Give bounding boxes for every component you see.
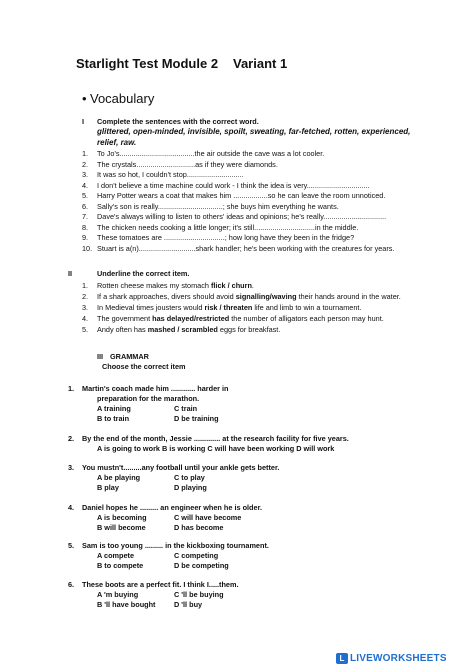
sentence-text: . [251,281,254,290]
sentence-text: Harry Potter wears a coat that makes him .................so he can leave the room unnoticed. [97,191,386,200]
option-b: B play [97,483,119,492]
sentence-line [97,314,384,324]
liveworksheets-logo-icon: L [336,653,348,664]
option-c: C will have become [174,513,242,522]
sentence-text: I don't believe a time machine could work - I think the idea is very............................... [97,180,370,190]
question-text-cont: A is going to work B is working C will have been working D will work [97,444,335,453]
section3-numeral: III [97,352,104,361]
item-number: 5. [82,191,89,200]
item-number: 8. [82,222,89,232]
question-text-cont: preparation for the marathon. [97,394,200,403]
sentence-text: Dave's always willing to listen to others' ideas and opinions; he's really............................... [97,212,387,221]
option-c: C to play [174,473,205,482]
option-c: C competing [174,551,219,560]
item-number: 4. [82,180,89,190]
item-number: 3. [82,170,89,179]
section-heading-vocabulary: Vocabulary [90,91,155,106]
option-b: B will become [97,523,146,532]
item-number: 5. [82,325,89,334]
sentence-line [97,325,280,335]
item-number: 3. [82,303,89,312]
sentence-text: It was so hot, I couldn't stop............................ [97,170,244,179]
sentence-text: Stuart is a(n)............................shark handler; he's been working with the creatures for years. [97,243,395,253]
sentence-text: life and limb to win a tournament. [252,303,362,312]
question-text: You mustn't.........any football until your ankle gets better. [82,463,280,472]
question-number: 6. [68,580,75,589]
question-text: Daniel hopes he ......... an engineer when he is older. [82,503,263,512]
item-number: 9. [82,233,89,242]
section1-numeral: I [82,117,85,126]
section1-instruction: Complete the sentences with the correct word. [97,117,259,126]
section3-title: GRAMMAR [110,352,149,361]
sentence-line [97,281,254,291]
option-a: A is becoming [97,513,147,522]
section2-numeral: II [68,269,73,278]
word-bank-line2: relief, raw. [97,138,137,147]
item-number: 10. [82,243,93,253]
item-number: 1. [82,149,89,158]
sentence-text: The government [97,314,153,323]
sentence-text: These tomatoes are ..............................; how long have they been in the fridge? [97,233,355,242]
choice-pair: signalling/waving [235,292,297,301]
question-number: 2. [68,434,75,443]
option-c: C train [174,404,198,413]
word-bank-line1: glittered, open-minded, invisible, spoilt, sweating, far-fetched, rotten, experienced, [97,127,411,136]
item-number: 7. [82,212,89,221]
choice-pair: has delayed/restricted [152,314,230,323]
option-b: B to train [97,414,130,423]
sentence-line [97,303,361,313]
option-a: A compete [97,551,135,560]
sentence-text: Rotten cheese makes my stomach [97,281,211,290]
option-d: D playing [174,483,207,492]
option-d: D 'll buy [174,600,203,609]
question-number: 3. [68,463,75,472]
section3-instruction: Choose the correct item [102,362,186,371]
variant-label: Variant 1 [233,56,288,71]
section2-instruction: Underline the correct item. [97,269,190,278]
sentence-text: the number of alligators each person may hunt. [229,314,384,323]
question-number: 4. [68,503,75,512]
choice-pair: mashed / scrambled [147,325,218,334]
item-number: 2. [82,159,89,169]
option-a: A be playing [97,473,141,482]
option-c: C 'll be buying [174,590,224,599]
question-text: These boots are a perfect fit. I think I.....them. [82,580,239,589]
option-d: D be competing [174,561,229,570]
question-text: Martin's coach made him ............ harder in [82,384,229,393]
item-number: 1. [82,281,89,290]
sentence-text: Sally's son is really................................; she buys him everything he wants. [97,201,339,211]
sentence-text: If a shark approaches, divers should avoid [97,292,236,301]
sentence-text: eggs for breakfast. [217,325,281,334]
choice-pair: risk / threaten [204,303,253,312]
option-b: B to compete [97,561,144,570]
item-number: 4. [82,314,89,323]
question-number: 1. [68,384,75,393]
question-number: 5. [68,541,75,550]
question-text: Sam is too young ......... in the kickboxing tournament. [82,541,269,550]
choice-pair: flick / churn [210,281,252,290]
bullet: • [82,91,87,106]
option-a: A training [97,404,131,413]
sentence-text: To Jo's.....................................the air outside the cave was a lot cooler. [97,149,325,158]
item-number: 2. [82,292,89,301]
item-number: 6. [82,201,89,211]
question-text: By the end of the month, Jessie ............. at the research facility for five years. [82,434,349,443]
sentence-text: Andy often has [97,325,148,334]
sentence-line [97,292,401,302]
option-b: B 'll have bought [97,600,156,609]
sentence-text: The chicken needs cooking a little longer; it's still..............................in the middle. [97,222,359,232]
option-d: D has become [174,523,224,532]
sentence-text: In Medieval times jousters would [97,303,205,312]
worksheet-title: Starlight Test Module 2 [76,56,219,71]
option-d: D be training [174,414,219,423]
sentence-text: their hands around in the water. [296,292,401,301]
liveworksheets-logo-text: LIVEWORKSHEETS [350,653,447,664]
sentence-text: The crystals.............................as if they were diamonds. [97,159,278,169]
option-a: A 'm buying [97,590,139,599]
